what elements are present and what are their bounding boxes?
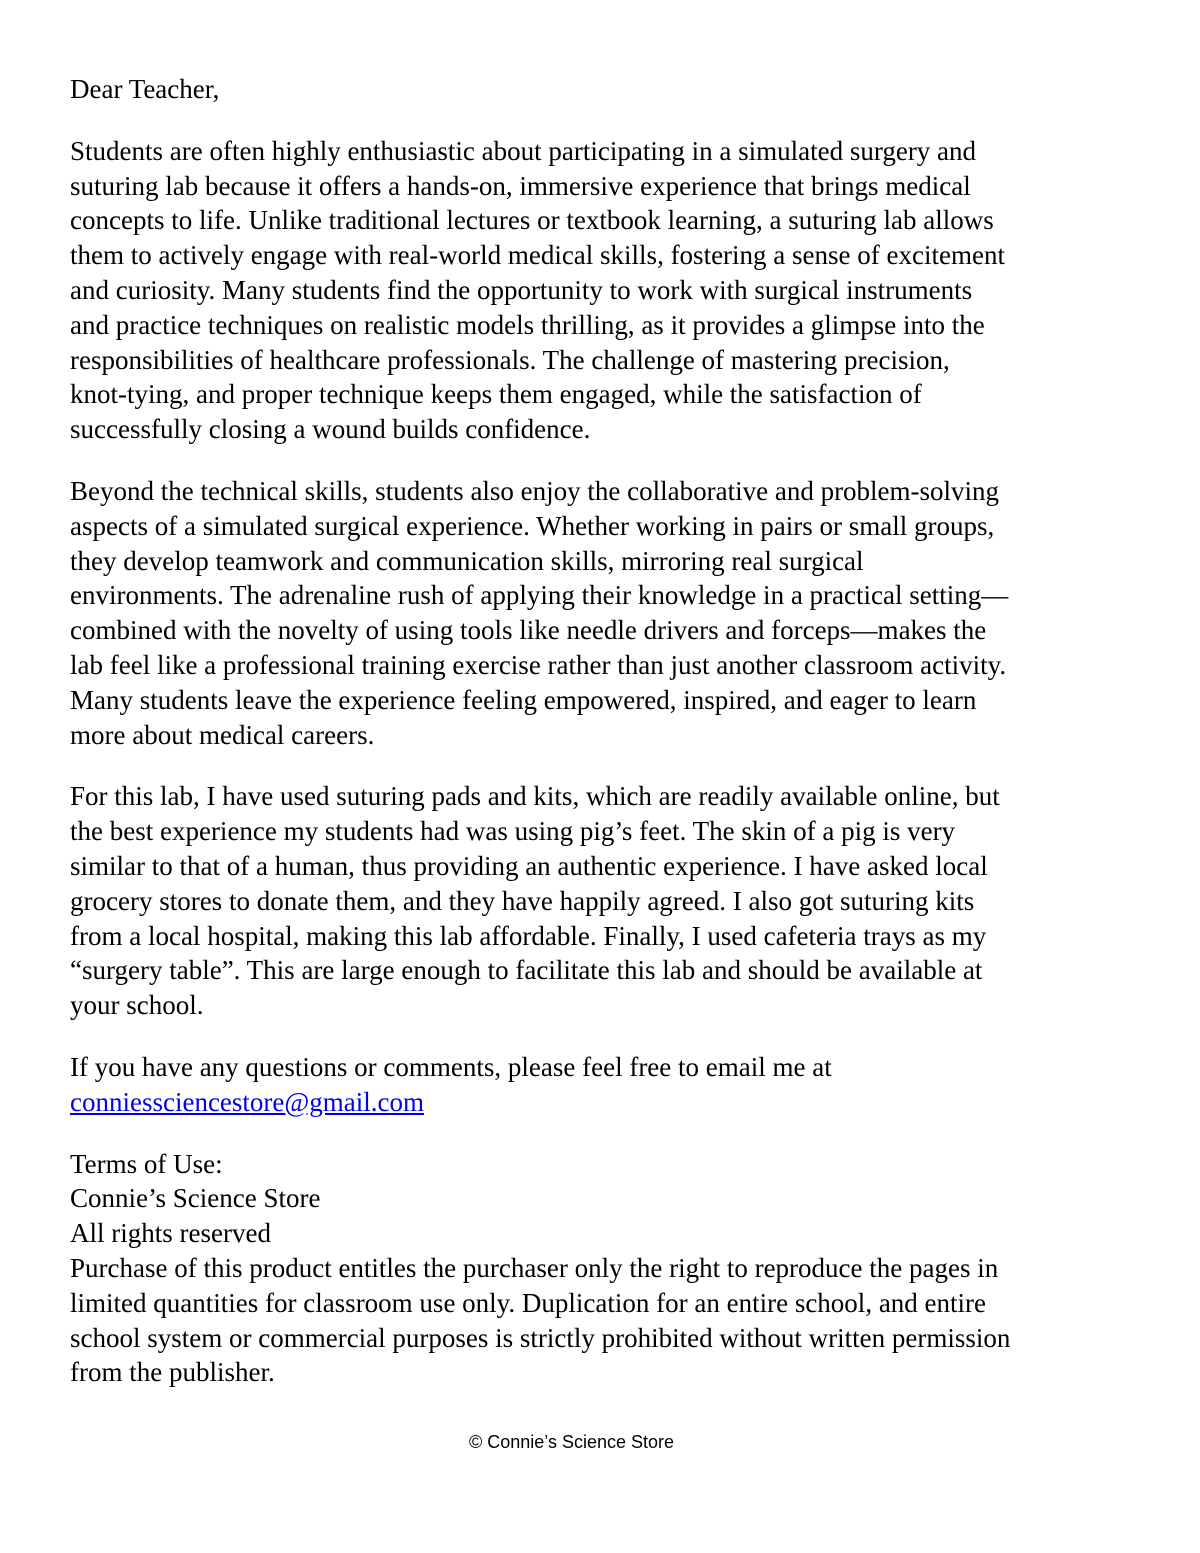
terms-heading: Terms of Use: <box>70 1148 223 1179</box>
paragraph-enthusiasm: Students are often highly enthusiastic about participating in a simulated surgery and suturing lab because it offers a hands-on, immersive experience that brings medical concepts to life. Unlike traditional lectures or textbook learning, a suturing lab allows them to actively engage with real-world medical skills, fostering a sense of excitement and curiosity. Many students find the opportunity to work with surgical instruments and practice techniques on realistic models thrilling, as it provides a glimpse into the responsibilities of healthcare professionals. The challenge of mastering precision, knot-tying, and proper technique keeps them engaged, while the satisfaction of successfully closing a wound builds confidence. <box>70 135 1005 445</box>
contact-section <box>70 1050 1140 1120</box>
greeting: Dear Teacher, <box>70 74 220 104</box>
email-link[interactable]: conniessciencestore@gmail.com <box>70 1086 424 1117</box>
terms-rights: All rights reserved <box>70 1218 271 1249</box>
contact-text: If you have any questions or comments, please feel free to email me at <box>70 1051 832 1082</box>
terms-body: Purchase of this product entitles the purchaser only the right to reproduce the pages in limited quantities for classroom use only. Duplication for an entire school, and entire school system or commercial purposes is strictly prohibited without written permission from the publisher. <box>70 1252 1011 1388</box>
paragraph-collaboration: Beyond the technical skills, students also enjoy the collaborative and problem-solving aspects of a simulated surgical experience. Whether working in pairs or small groups, they develop teamwork and communication skills, mirroring real surgical environments. The adrenaline rush of applying their knowledge in a practical setting— combined with the novelty of using tools like needle drivers and forceps—makes the lab feel like a professional training exercise rather than just another classroom activity. Many students leave the experience feeling empowered, inspired, and eager to learn more about medical careers. <box>70 475 1009 750</box>
terms-store-name: Connie’s Science Store <box>70 1183 321 1214</box>
terms-of-use <box>70 1147 1140 1391</box>
footer-copyright: © Connie’s Science Store <box>468 1432 675 1452</box>
letter-body <box>70 72 1140 1390</box>
paragraph-materials: For this lab, I have used suturing pads and kits, which are readily available online, but the best experience my students had was using pig’s feet. The skin of a pig is very similar to that of a human, thus providing an authentic experience. I have asked local grocery stores to donate them, and they have happily agreed. I also got suturing kits from a local hospital, making this lab affordable. Finally, I used cafeteria trays as my “surgery table”. This are large enough to facilitate this lab and should be available at your school. <box>70 781 1000 1021</box>
